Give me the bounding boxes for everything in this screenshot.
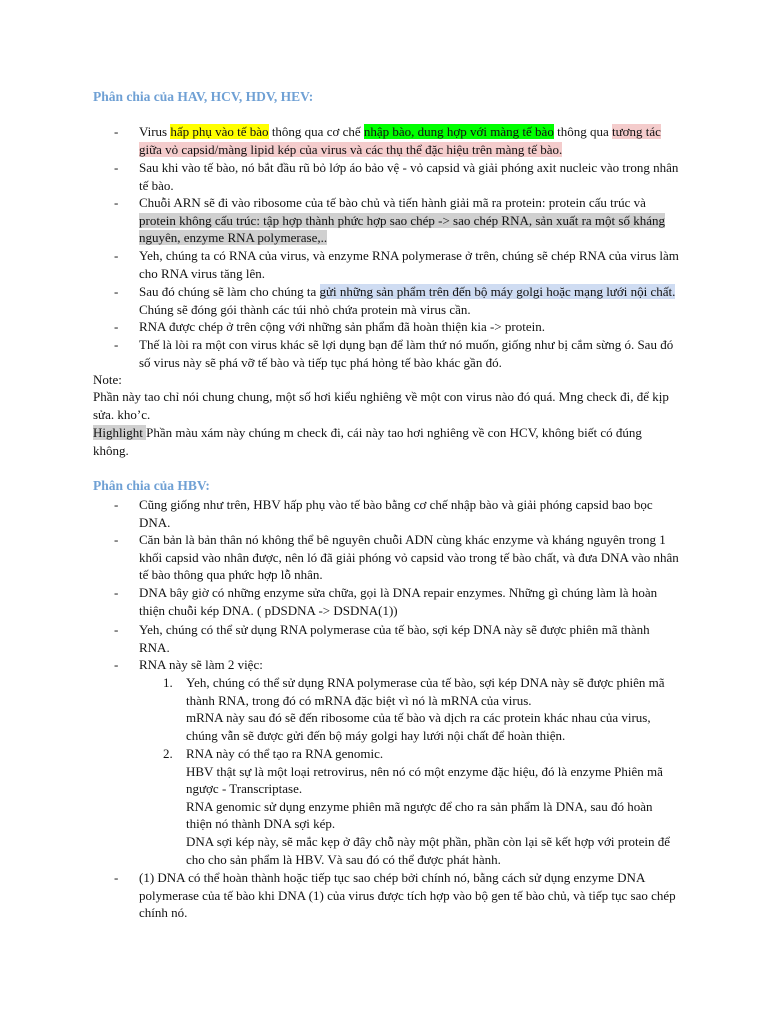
- text: Virus: [139, 124, 171, 139]
- sub-line: Yeh, chúng có thể sử dụng RNA polymerase của tế bào, sợi kép DNA này sẽ được phiên mã thành RNA, trong đó có mRNA đặc biệt vì nó là mRNA của virus.: [186, 675, 665, 708]
- list-item: DNA bây giờ có những enzyme sửa chữa, gọi là DNA repair enzymes. Những gì chúng làm là hoàn thiện chuỗi kép DNA. ( pDSDNA -> DSDNA(1)): [139, 585, 658, 618]
- sub-item-number: 1.: [163, 675, 173, 690]
- list-item: Căn bản là bản thân nó không thể bê nguyên chuỗi ADN cùng khác enzyme và kháng nguyên trong 1 khối capsid vào nhân được, nên ló đã giải phóng vỏ capsid vào trong tế bào chất, và đưa DNA vào nhân tế bào thông qua phức hợp lỗ nhân.: [139, 532, 679, 583]
- list-item: Sau khi vào tế bào, nó bắt đầu rũ bỏ lớp áo bảo vệ - vỏ capsid và giải phóng axit nucleic vào trong nhân tế bào.: [139, 160, 679, 193]
- list-dash: -: [114, 497, 119, 512]
- sub-line: HBV thật sự là một loại retrovirus, nên nó có một enzyme đặc hiệu, đó là enzyme Phiên mã ngược - Transcriptase.: [186, 763, 663, 797]
- section-heading-hav: Phân chia của HAV, HCV, HDV, HEV:: [93, 89, 314, 104]
- sub-item: [186, 674, 676, 744]
- text: Chúng sẽ đóng gói thành các túi nhỏ chứa protein mà virus cần.: [139, 301, 471, 317]
- text: thông qua: [553, 124, 612, 139]
- text: Phần màu xám này chúng m check đi, cái này tao hơi nghiêng về con HCV, không biết có đúng không.: [93, 425, 642, 458]
- list-item: RNA này sẽ làm 2 việc:: [139, 657, 263, 672]
- note-highlight-paragraph: [93, 424, 673, 459]
- text: Chuỗi ARN sẽ đi vào ribosome của tế bào chủ và tiến hành giải mã ra protein: protein cấu trúc và: [139, 195, 646, 210]
- list-dash: -: [114, 160, 119, 175]
- list-dash: -: [114, 248, 119, 263]
- list-item: Yeh, chúng có thể sử dụng RNA polymerase của tế bào, sợi kép DNA này sẽ được phiên mã thành RNA.: [139, 622, 650, 655]
- note-label: Note:: [93, 372, 122, 387]
- list-item: Cũng giống như trên, HBV hấp phụ vào tế bào bằng cơ chế nhập bào và giải phóng capsid bao bọc DNA.: [139, 497, 653, 530]
- list-dash: -: [114, 284, 119, 299]
- list-dash: -: [114, 337, 119, 352]
- list-dash: -: [114, 124, 119, 139]
- sub-item: [186, 745, 676, 868]
- list-item: [139, 194, 679, 247]
- highlight-pink: tương tác giữa vỏ capsid/màng lipid kép của virus và các thụ thể đặc hiệu trên màng tế bào.: [139, 124, 661, 157]
- sub-line: DNA sợi kép này, sẽ mắc kẹp ở đây chỗ này một phần, phần còn lại sẽ kết hợp với protein để cho cho sản phẩm là HBV. Và sau đó có thể được phát hành.: [186, 833, 671, 867]
- sub-line: RNA này có thể tạo ra RNA genomic.: [186, 746, 384, 761]
- list-dash: -: [114, 622, 119, 637]
- list-item: RNA được chép ở trên cộng với những sản phẩm đã hoàn thiện kia -> protein.: [139, 319, 545, 334]
- section-heading-hbv: Phân chia của HBV:: [93, 478, 210, 493]
- highlight-blue: gửi những sản phẩm trên đến bộ máy golgi hoặc mạng lưới nội chất.: [319, 284, 676, 299]
- highlight-label: Highlight: [93, 425, 147, 440]
- text: thông qua cơ chế: [268, 124, 364, 139]
- sub-line: RNA genomic sử dụng enzyme phiên mã ngược để cho ra sản phẩm là DNA, sau đó hoàn thiện nó thành DNA sợi kép.: [186, 798, 653, 832]
- list-item: (1) DNA có thể hoàn thành hoặc tiếp tục sao chép bởi chính nó, bằng cách sử dụng enzyme DNA polymerase của tế bào khi DNA (1) của virus được tích hợp vào bộ gen tế bào chủ, và tiếp tục sao chép chính nó.: [139, 870, 676, 921]
- list-item: Thế là lòi ra một con virus khác sẽ lợi dụng bạn để làm thứ nó muốn, giống như bị cắm sừng ó. Sau đó số virus này sẽ phá vỡ tế bào và tiếp tục phá hỏng tế bào khác gần đó.: [139, 337, 674, 370]
- list-item: [139, 283, 679, 318]
- highlight-green: nhập bào, dung hợp với màng tế bào: [363, 124, 554, 139]
- list-dash: -: [114, 870, 119, 885]
- list-item: Yeh, chúng ta có RNA của virus, và enzyme RNA polymerase ở trên, chúng sẽ chép RNA của virus làm cho RNA virus tăng lên.: [139, 248, 679, 281]
- text: Sau đó chúng sẽ làm cho chúng ta: [139, 284, 320, 299]
- note-text: Phần này tao chỉ nói chung chung, một số hơi kiểu nghiêng về một con virus nào đó quá. Mng check đi, để kịp sửa. kho’c.: [93, 389, 669, 422]
- sub-item-number: 2.: [163, 746, 173, 761]
- list-dash: -: [114, 585, 119, 600]
- list-dash: -: [114, 195, 119, 210]
- highlight-yellow: hấp phụ vào tế bào: [170, 124, 269, 139]
- list-item: [139, 123, 679, 158]
- list-dash: -: [114, 319, 119, 334]
- sub-line: mRNA này sau đó sẽ đến ribosome của tế bào và dịch ra các protein khác nhau của virus, chúng vẫn sẽ được gửi đến bộ máy golgi hay lưới nội chất để hoàn thiện.: [186, 710, 651, 743]
- list-dash: -: [114, 532, 119, 547]
- list-dash: -: [114, 657, 119, 672]
- highlight-gray: protein không cấu trúc: tập hợp thành phức hợp sao chép -> sao chép RNA, sản xuất ra một số kháng nguyên, enzyme RNA polymerase,..: [139, 212, 665, 246]
